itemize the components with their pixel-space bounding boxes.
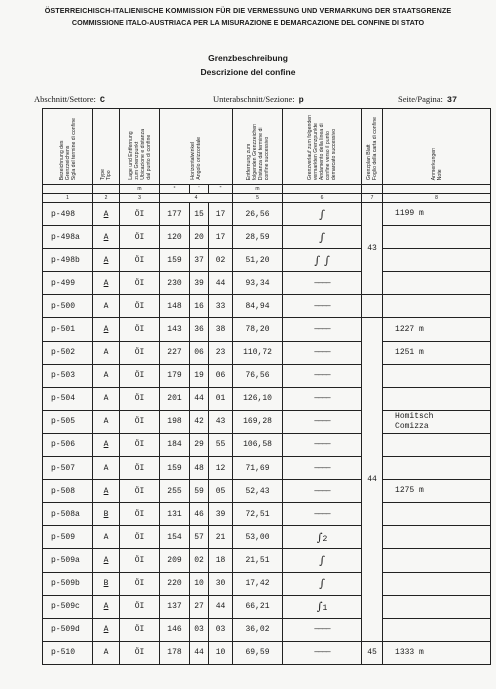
col-number: 8 [383,194,491,203]
table-row [43,387,491,410]
type: A [93,295,120,318]
location: ÖI [120,249,160,272]
type: A [93,318,120,341]
note [383,618,491,641]
type: A [93,249,120,272]
angle-min: 02 [190,549,209,572]
note [383,387,491,410]
table-row [43,249,491,272]
commission-title-it: COMMISSIONE ITALO-AUSTRIACA PER LA MISURAZIONE E DEMARCAZIONE DEL CONFINE DI STATO [71,18,425,27]
location: ÖI [120,295,160,318]
section-value: C [99,95,105,105]
point-id: p-509b [43,572,93,595]
distance: 53,00 [233,526,283,549]
unit-m5: m [233,185,283,194]
course-symbol: ∫ [283,203,362,226]
point-id: p-501 [43,318,93,341]
angle-min: 44 [190,387,209,410]
location: ÖI [120,387,160,410]
angle-min: 36 [190,318,209,341]
location: ÖI [120,410,160,433]
col-header-notes: Anmerkungen Note [383,109,491,185]
note [383,457,491,480]
angle-sec: 43 [209,410,233,433]
course-symbol: ———— [283,618,362,641]
distance: 76,56 [233,364,283,387]
angle-min: 48 [190,457,209,480]
point-id: p-500 [43,295,93,318]
location: ÖI [120,341,160,364]
type: A [93,203,120,226]
angle-sec: 02 [209,249,233,272]
page-value: 37 [446,95,458,105]
type: A [93,526,120,549]
type: A [93,595,120,618]
angle-min: 37 [190,249,209,272]
sheet-number [362,295,383,318]
location: ÖI [120,226,160,249]
col-header-course: Grenzverlauf zum folgenden vermarkten Grenzpunkte Andamento della linea di confine verso il punto demarcato successivo [283,109,362,185]
angle-min: 03 [190,618,209,641]
col-number: 4 [160,194,233,203]
point-id: p-498 [43,203,93,226]
course-symbol: ———— [283,410,362,433]
course-symbol: ———— [283,295,362,318]
angle-deg: 178 [160,641,190,664]
table-row [43,595,491,618]
course-symbol: ∫1 [283,595,362,618]
location: ÖI [120,526,160,549]
type: A [93,433,120,456]
angle-deg: 154 [160,526,190,549]
angle-min: 16 [190,295,209,318]
angle-sec: 05 [209,480,233,503]
angle-deg: 177 [160,203,190,226]
angle-deg: 230 [160,272,190,295]
location: ÖI [120,433,160,456]
course-symbol: ———— [283,364,362,387]
location: ÖI [120,572,160,595]
col-number-row [43,194,491,203]
note [383,503,491,526]
point-id: p-509a [43,549,93,572]
location: ÖI [120,480,160,503]
angle-sec: 23 [209,341,233,364]
angle-min: 20 [190,226,209,249]
document-title-it: Descrizione del confine [200,67,296,77]
angle-sec: 44 [209,272,233,295]
table-row [43,364,491,387]
note [383,295,491,318]
angle-sec: 17 [209,203,233,226]
point-id: p-509d [43,618,93,641]
distance: 66,21 [233,595,283,618]
angle-deg: 220 [160,572,190,595]
note: 1251 m [383,341,491,364]
table-row [43,433,491,456]
page-field [398,94,457,105]
sheet-number: 44 [362,318,383,641]
distance: 51,20 [233,249,283,272]
point-id: p-508a [43,503,93,526]
type: A [93,480,120,503]
table-row [43,295,491,318]
type: A [93,364,120,387]
sheet-number: 45 [362,641,383,664]
angle-deg: 146 [160,618,190,641]
angle-sec: 30 [209,572,233,595]
subsection-label: Unterabschnitt/Sezione: [213,94,295,104]
angle-sec: 38 [209,318,233,341]
table-row [43,503,491,526]
table-body [43,203,491,665]
document-title-de: Grenzbeschreibung [208,53,288,63]
course-symbol: ———— [283,341,362,364]
note: 1275 m [383,480,491,503]
page-label: Seite/Pagina: [398,94,443,104]
boundary-table [42,108,491,665]
table-row [43,457,491,480]
point-id: p-506 [43,433,93,456]
location: ÖI [120,595,160,618]
angle-deg: 137 [160,595,190,618]
distance: 93,34 [233,272,283,295]
note [383,364,491,387]
angle-deg: 184 [160,433,190,456]
note [383,595,491,618]
distance: 106,58 [233,433,283,456]
angle-deg: 227 [160,341,190,364]
note [383,526,491,549]
course-symbol: ∫2 [283,526,362,549]
unit-m: m [120,185,160,194]
note: Homitsch Comizza [383,410,491,433]
section-field [34,94,105,105]
table-row [43,341,491,364]
table-row [43,618,491,641]
type: A [93,641,120,664]
col-header-location: Lage und Entfernung zum Grenzpunkt Ubicazione e distanza dal punto di confine [120,109,160,185]
course-symbol: ———— [283,503,362,526]
angle-deg: 209 [160,549,190,572]
point-id: p-504 [43,387,93,410]
location: ÖI [120,549,160,572]
distance: 72,51 [233,503,283,526]
angle-min: 46 [190,503,209,526]
note: 1199 m [383,203,491,226]
distance: 84,94 [233,295,283,318]
angle-min: 42 [190,410,209,433]
angle-min: 29 [190,433,209,456]
angle-sec: 12 [209,457,233,480]
unit-min: ' [190,185,209,194]
location: ÖI [120,272,160,295]
col-header-type: Type Tipo [93,109,120,185]
point-id: p-503 [43,364,93,387]
angle-deg: 159 [160,249,190,272]
angle-sec: 33 [209,295,233,318]
point-id: p-498b [43,249,93,272]
subsection-field [213,94,304,105]
angle-deg: 148 [160,295,190,318]
angle-sec: 06 [209,364,233,387]
table-row [43,572,491,595]
section-label: Abschnitt/Settore: [34,94,96,104]
note [383,549,491,572]
type: A [93,618,120,641]
point-id: p-509 [43,526,93,549]
type: A [93,387,120,410]
angle-min: 27 [190,595,209,618]
col-number: 2 [93,194,120,203]
table-row [43,526,491,549]
angle-deg: 143 [160,318,190,341]
point-id: p-498a [43,226,93,249]
col-number: 3 [120,194,160,203]
unit-deg: ° [160,185,190,194]
course-symbol: ∫ [283,572,362,595]
angle-min: 10 [190,572,209,595]
course-symbol: ∫ [283,226,362,249]
angle-min: 44 [190,641,209,664]
table-row [43,410,491,433]
angle-sec: 55 [209,433,233,456]
distance: 26,56 [233,203,283,226]
col-header-point: Bezeichnung des Grenzzeichens Sigla del termine di confine [43,109,93,185]
point-id: p-505 [43,410,93,433]
note: 1227 m [383,318,491,341]
angle-sec: 39 [209,503,233,526]
type: A [93,341,120,364]
type: B [93,503,120,526]
distance: 21,51 [233,549,283,572]
angle-sec: 21 [209,526,233,549]
note [383,572,491,595]
angle-sec: 03 [209,618,233,641]
course-symbol: ———— [283,433,362,456]
note [383,249,491,272]
col-number: 5 [233,194,283,203]
course-symbol: ———— [283,387,362,410]
angle-deg: 131 [160,503,190,526]
point-id: p-499 [43,272,93,295]
note [383,272,491,295]
type: A [93,457,120,480]
note: 1333 m [383,641,491,664]
course-symbol: ———— [283,641,362,664]
table-row [43,641,491,664]
angle-min: 57 [190,526,209,549]
course-symbol: ———— [283,318,362,341]
angle-sec: 10 [209,641,233,664]
table-row [43,226,491,249]
unit-sec: " [209,185,233,194]
col-header-sheet: Grenzplan Blatt Foglio della carta di confine [362,109,383,185]
distance: 69,59 [233,641,283,664]
unit-row [43,185,491,194]
col-number: 6 [283,194,362,203]
angle-deg: 255 [160,480,190,503]
table-row [43,549,491,572]
distance: 71,69 [233,457,283,480]
location: ÖI [120,364,160,387]
distance: 169,28 [233,410,283,433]
table-row [43,272,491,295]
angle-min: 19 [190,364,209,387]
point-id: p-507 [43,457,93,480]
distance: 36,02 [233,618,283,641]
type: A [93,272,120,295]
col-header-distance: Entfernung zum folgenden Grenzzeichen Distanza dal termine di confine successivo [233,109,283,185]
note [383,433,491,456]
point-id: p-509c [43,595,93,618]
course-symbol: ———— [283,272,362,295]
angle-deg: 198 [160,410,190,433]
course-symbol: ∫ [283,549,362,572]
angle-deg: 201 [160,387,190,410]
column-header-row [43,109,491,185]
distance: 17,42 [233,572,283,595]
angle-sec: 18 [209,549,233,572]
course-symbol: ———— [283,457,362,480]
note [383,226,491,249]
point-id: p-508 [43,480,93,503]
point-id: p-510 [43,641,93,664]
col-number: 1 [43,194,93,203]
type: A [93,410,120,433]
location: ÖI [120,457,160,480]
course-symbol: ———— [283,480,362,503]
table-row [43,318,491,341]
angle-deg: 120 [160,226,190,249]
angle-min: 39 [190,272,209,295]
location: ÖI [120,641,160,664]
distance: 28,59 [233,226,283,249]
type: B [93,572,120,595]
angle-sec: 44 [209,595,233,618]
point-id: p-502 [43,341,93,364]
angle-deg: 159 [160,457,190,480]
location: ÖI [120,318,160,341]
angle-sec: 01 [209,387,233,410]
angle-deg: 179 [160,364,190,387]
angle-min: 15 [190,203,209,226]
col-header-angle: Horizontalwinkel Angolo orizzontale [160,109,233,185]
location: ÖI [120,203,160,226]
table-row [43,480,491,503]
angle-sec: 17 [209,226,233,249]
distance: 52,43 [233,480,283,503]
table-row [43,203,491,226]
location: ÖI [120,503,160,526]
distance: 110,72 [233,341,283,364]
angle-min: 59 [190,480,209,503]
sheet-number: 43 [362,203,383,295]
distance: 78,20 [233,318,283,341]
col-number: 7 [362,194,383,203]
type: A [93,549,120,572]
subsection-value: p [298,95,304,105]
type: A [93,226,120,249]
location: ÖI [120,618,160,641]
course-symbol: ∫ ∫ [283,249,362,272]
commission-title-de: ÖSTERREICHISCH-ITALIENISCHE KOMMISSION FÜR DIE VERMESSUNG UND VERMARKUNG DER STAATSGRENZE [44,6,452,15]
angle-min: 06 [190,341,209,364]
distance: 126,10 [233,387,283,410]
